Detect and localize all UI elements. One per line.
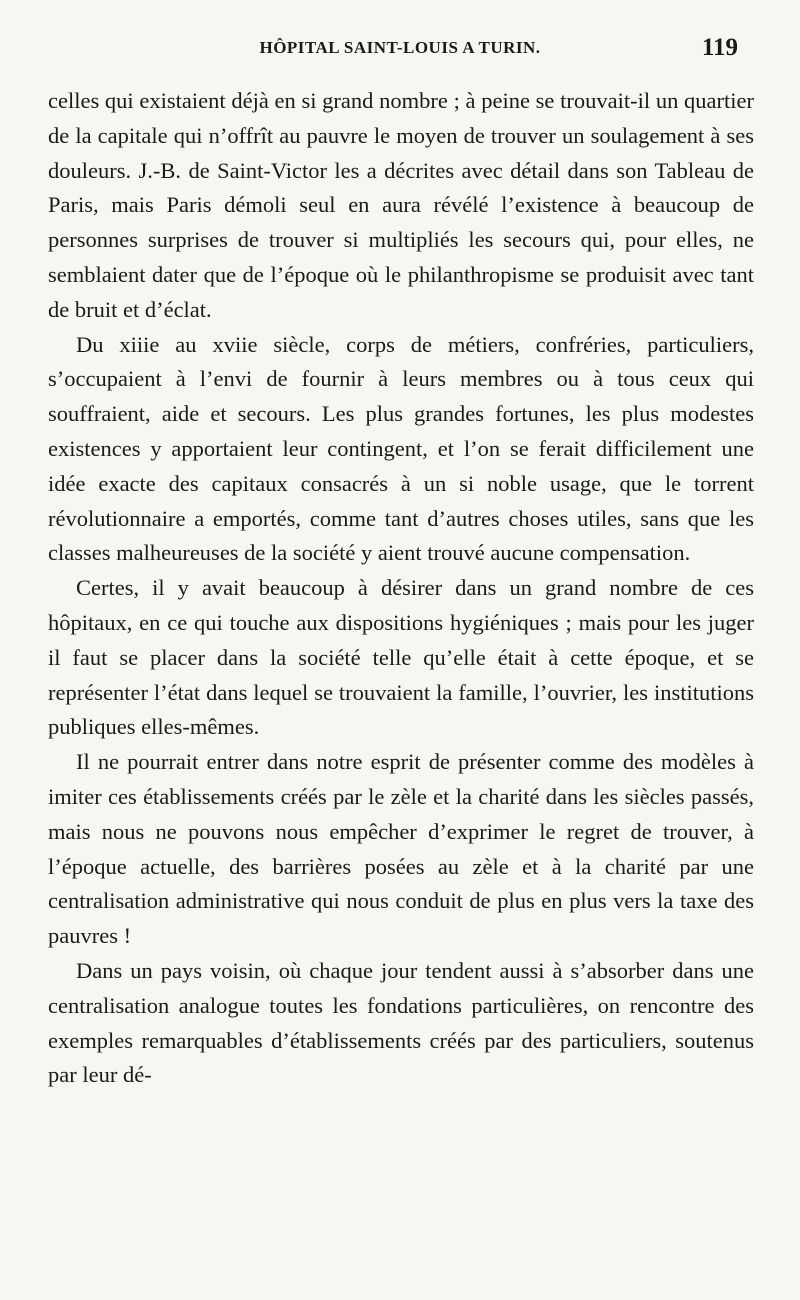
paragraph-1: celles qui existaient déjà en si grand nombre ; à peine se trouvait-il un quartier de la capitale qui n’offrît au pauvre le moyen de trouver un soulagement à ses douleurs. J.-B. de Saint-Victor les a décrites avec détail dans son Tableau de Paris, mais Paris démoli seul en aura révélé l’existence à beaucoup de personnes surprises de trouver si multipliés les secours qui, pour elles, ne semblaient dater que de l’époque où le philanthropisme se produisit avec tant de bruit et d’éclat. [48,88,754,322]
body-text [48,84,754,1093]
paragraph-5: Dans un pays voisin, où chaque jour tendent aussi à s’absorber dans une centralisation analogue toutes les fondations particulières, on rencontre des exemples remarquables d’établissements créés par des particuliers, soutenus par leur dé- [48,957,754,1088]
paragraph-4: Il ne pourrait entrer dans notre esprit de présenter comme des modèles à imiter ces établissements créés par le zèle et la charité dans les siècles passés, mais nous ne pouvons nous empêcher d’exprimer le regret de trouver, à l’époque actuelle, des barrières posées au zèle et à la charité par une centralisation administrative qui nous conduit de plus en plus vers la taxe des pauvres ! [48,749,754,949]
running-head-title: HÔPITAL SAINT-LOUIS A TURIN. [259,38,541,57]
paragraph-3: Certes, il y avait beaucoup à désirer dans un grand nombre de ces hôpitaux, en ce qui touche aux dispositions hygiéniques ; mais pour les juger il faut se placer dans la société telle qu’elle était à cette époque, et se représenter l’état dans lequel se trouvaient la famille, l’ouvrier, les institutions publiques elles-mêmes. [48,575,754,740]
running-head [0,36,800,66]
page-number: 119 [701,34,738,61]
paragraph-2: Du xiiie au xviie siècle, corps de métiers, confréries, particuliers, s’occupaient à l’envi de fournir à leurs membres ou à tous ceux qui souffraient, aide et secours. Les plus grandes fortunes, les plus modestes existences y apportaient leur contingent, et l’on se ferait difficilement une idée exacte des capitaux consacrés à un si noble usage, que le torrent révolutionnaire a emportés, comme tant d’autres choses utiles, sans que les classes malheureuses de la société y aient trouvé aucune compensation. [48,331,754,566]
